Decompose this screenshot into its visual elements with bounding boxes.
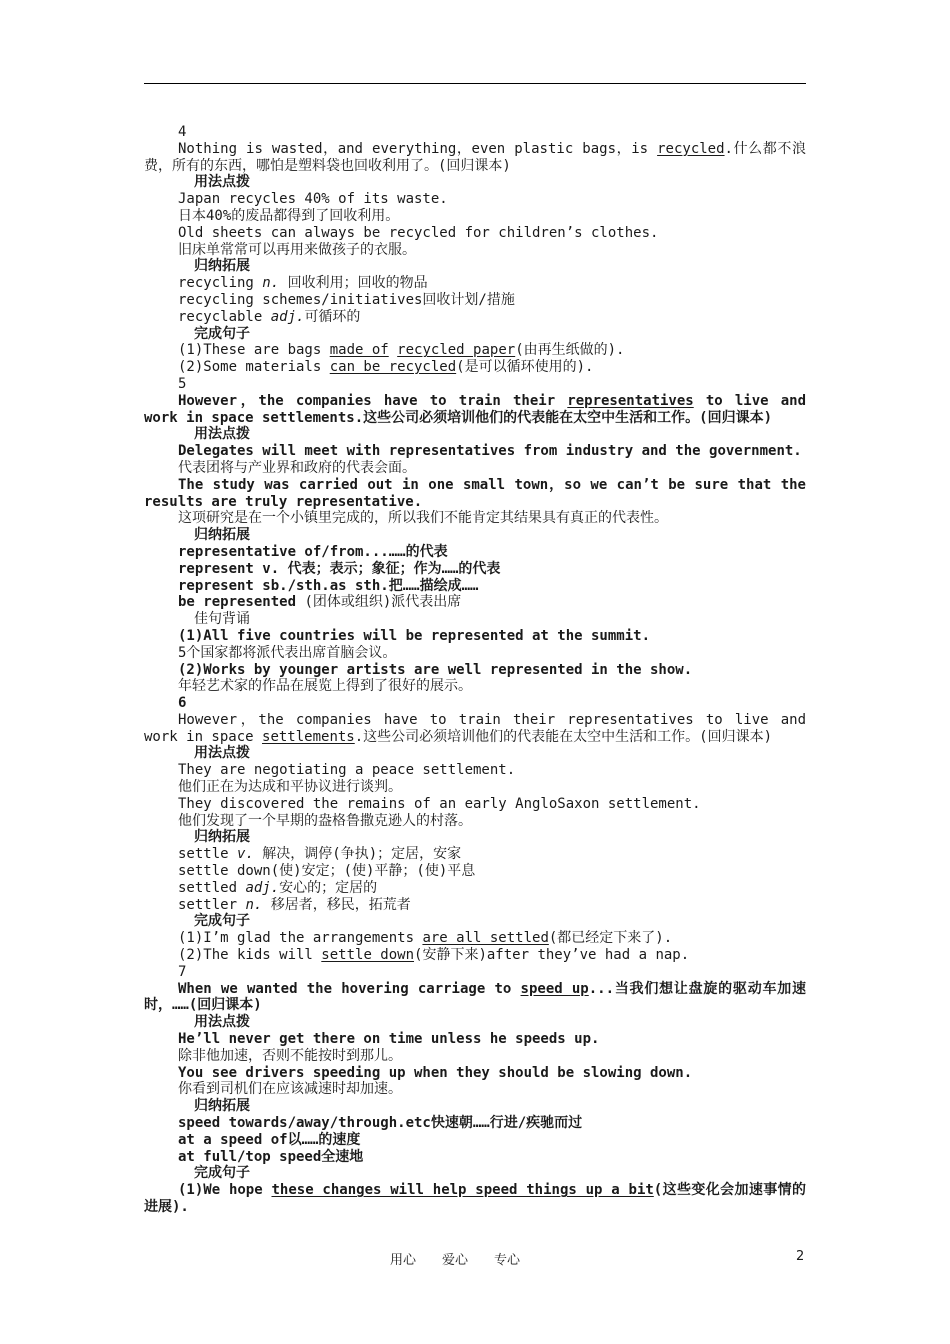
header-rule — [144, 83, 806, 84]
example-sentence: Delegates will meet with representatives from industry and the government. — [178, 443, 802, 460]
label-usage: 用法点拨 — [194, 745, 250, 762]
example-sentence: The study was carried out in one small town，so we can’t be sure that the results are truly representative. — [144, 476, 806, 510]
footer-motto: 用心 爱心 专心 — [390, 1253, 521, 1268]
memorize-sentence: (2)Works by younger artists are well represented in the show. — [178, 661, 693, 678]
label-memorize: 佳句背诵 — [194, 611, 250, 628]
expand-item: settle down(使)安定；(使)平静；(使)平息 — [178, 863, 476, 880]
label-expand: 归纳拓展 — [194, 829, 250, 846]
page-footer — [0, 1249, 950, 1269]
label-complete: 完成句子 — [194, 913, 250, 930]
source-sentence: Nothing is wasted，and everything，even plastic bags，is recycled.什么都不浪费，所有的东西，哪怕是塑料袋也回收利用了。(回归课本) — [144, 140, 806, 174]
expand-item: representative of/from...……的代表 — [178, 543, 448, 560]
expand-item: at full/top speed全速地 — [178, 1148, 364, 1165]
key-word: representatives — [567, 392, 694, 409]
example-translation: 代表团将与产业界和政府的代表会面。 — [178, 459, 416, 476]
expand-item: recyclable adj.可循环的 — [178, 308, 361, 325]
expand-item: at a speed of以……的速度 — [178, 1131, 361, 1148]
example-sentence: You see drivers speeding up when they should be slowing down. — [178, 1064, 693, 1081]
label-expand: 归纳拓展 — [194, 1098, 250, 1115]
label-complete: 完成句子 — [194, 1165, 250, 1182]
key-word: settlements — [262, 728, 355, 745]
expand-item: represent v. 代表；表示；象征；作为……的代表 — [178, 560, 501, 577]
exercise-item: (2)The kids will settle down(安静下来)after they’ve had a nap. — [178, 947, 690, 964]
expand-item: settled adj.安心的；定居的 — [178, 879, 378, 896]
example-translation: 他们发现了一个早期的盎格鲁撒克逊人的村落。 — [178, 812, 472, 829]
example-translation: 除非他加速，否则不能按时到那儿。 — [178, 1047, 402, 1064]
source-sentence: When we wanted the hovering carriage to speed up...当我们想让盘旋的驱动车加速时，……(回归课本) — [144, 980, 806, 1014]
example-translation: 这项研究是在一个小镇里完成的，所以我们不能肯定其结果具有真正的代表性。 — [178, 510, 668, 527]
example-translation: 旧床单常常可以再用来做孩子的衣服。 — [178, 241, 416, 258]
example-sentence: They discovered the remains of an early AngloSaxon settlement. — [178, 795, 701, 812]
section-number: 4 — [178, 124, 187, 140]
key-word: recycled — [657, 140, 725, 157]
label-usage: 用法点拨 — [194, 426, 250, 443]
exercise-item: (2)Some materials can be recycled(是可以循环使用的). — [178, 359, 594, 376]
example-sentence: Old sheets can always be recycled for children’s clothes. — [178, 224, 659, 241]
expand-item: recycling schemes/initiatives回收计划/措施 — [178, 291, 515, 308]
source-sentence: However，the companies have to train their representatives to live and work in space settlements.这些公司必须培训他们的代表能在太空中生活和工作。(回归课本) — [144, 392, 806, 426]
section-number: 7 — [178, 963, 187, 980]
source-sentence: However，the companies have to train their representatives to live and work in space settlements.这些公司必须培训他们的代表能在太空中生活和工作。(回归课本) — [144, 711, 806, 745]
example-translation: 日本40%的废品都得到了回收利用。 — [178, 207, 400, 224]
memorize-sentence: (1)All five countries will be represented at the summit. — [178, 627, 651, 644]
label-expand: 归纳拓展 — [194, 527, 250, 544]
exercise-item: (1)We hope these changes will help speed things up a bit(这些变化会加速事情的进展). — [144, 1182, 806, 1215]
example-translation: 他们正在为达成和平协议进行谈判。 — [178, 779, 402, 796]
page-number: 2 — [796, 1249, 805, 1264]
label-usage: 用法点拨 — [194, 1014, 250, 1031]
exercise-item: (1)I’m glad the arrangements are all settled(都已经定下来了). — [178, 930, 673, 947]
label-complete: 完成句子 — [194, 325, 250, 342]
example-sentence: Japan recycles 40% of its waste. — [178, 191, 448, 208]
expand-item: recycling n. 回收利用；回收的物品 — [178, 275, 428, 292]
expand-item: speed towards/away/through.etc快速朝……行进/疾驰而过 — [178, 1115, 583, 1132]
expand-item: be represented (团体或组织)派代表出席 — [178, 594, 462, 611]
example-sentence: He’ll never get there on time unless he speeds up. — [178, 1031, 600, 1048]
label-usage: 用法点拨 — [194, 174, 250, 191]
memorize-translation: 年轻艺术家的作品在展览上得到了很好的展示。 — [178, 678, 472, 695]
key-word: speed up — [520, 980, 589, 997]
exercise-item: (1)These are bags made of recycled paper(由再生纸做的). — [178, 342, 625, 359]
section-number: 6 — [178, 695, 187, 712]
example-translation: 你看到司机们在应该减速时却加速。 — [178, 1081, 402, 1098]
expand-item: settler n. 移居者，移民，拓荒者 — [178, 896, 411, 913]
expand-item: represent sb./sth.as sth.把……描绘成…… — [178, 577, 479, 594]
example-sentence: They are negotiating a peace settlement. — [178, 762, 516, 779]
expand-item: settle v. 解决，调停(争执)；定居，安家 — [178, 846, 462, 863]
document-body — [144, 124, 806, 1216]
memorize-translation: 5个国家都将派代表出席首脑会议。 — [178, 644, 397, 661]
section-number: 5 — [178, 375, 187, 392]
label-expand: 归纳拓展 — [194, 258, 250, 275]
